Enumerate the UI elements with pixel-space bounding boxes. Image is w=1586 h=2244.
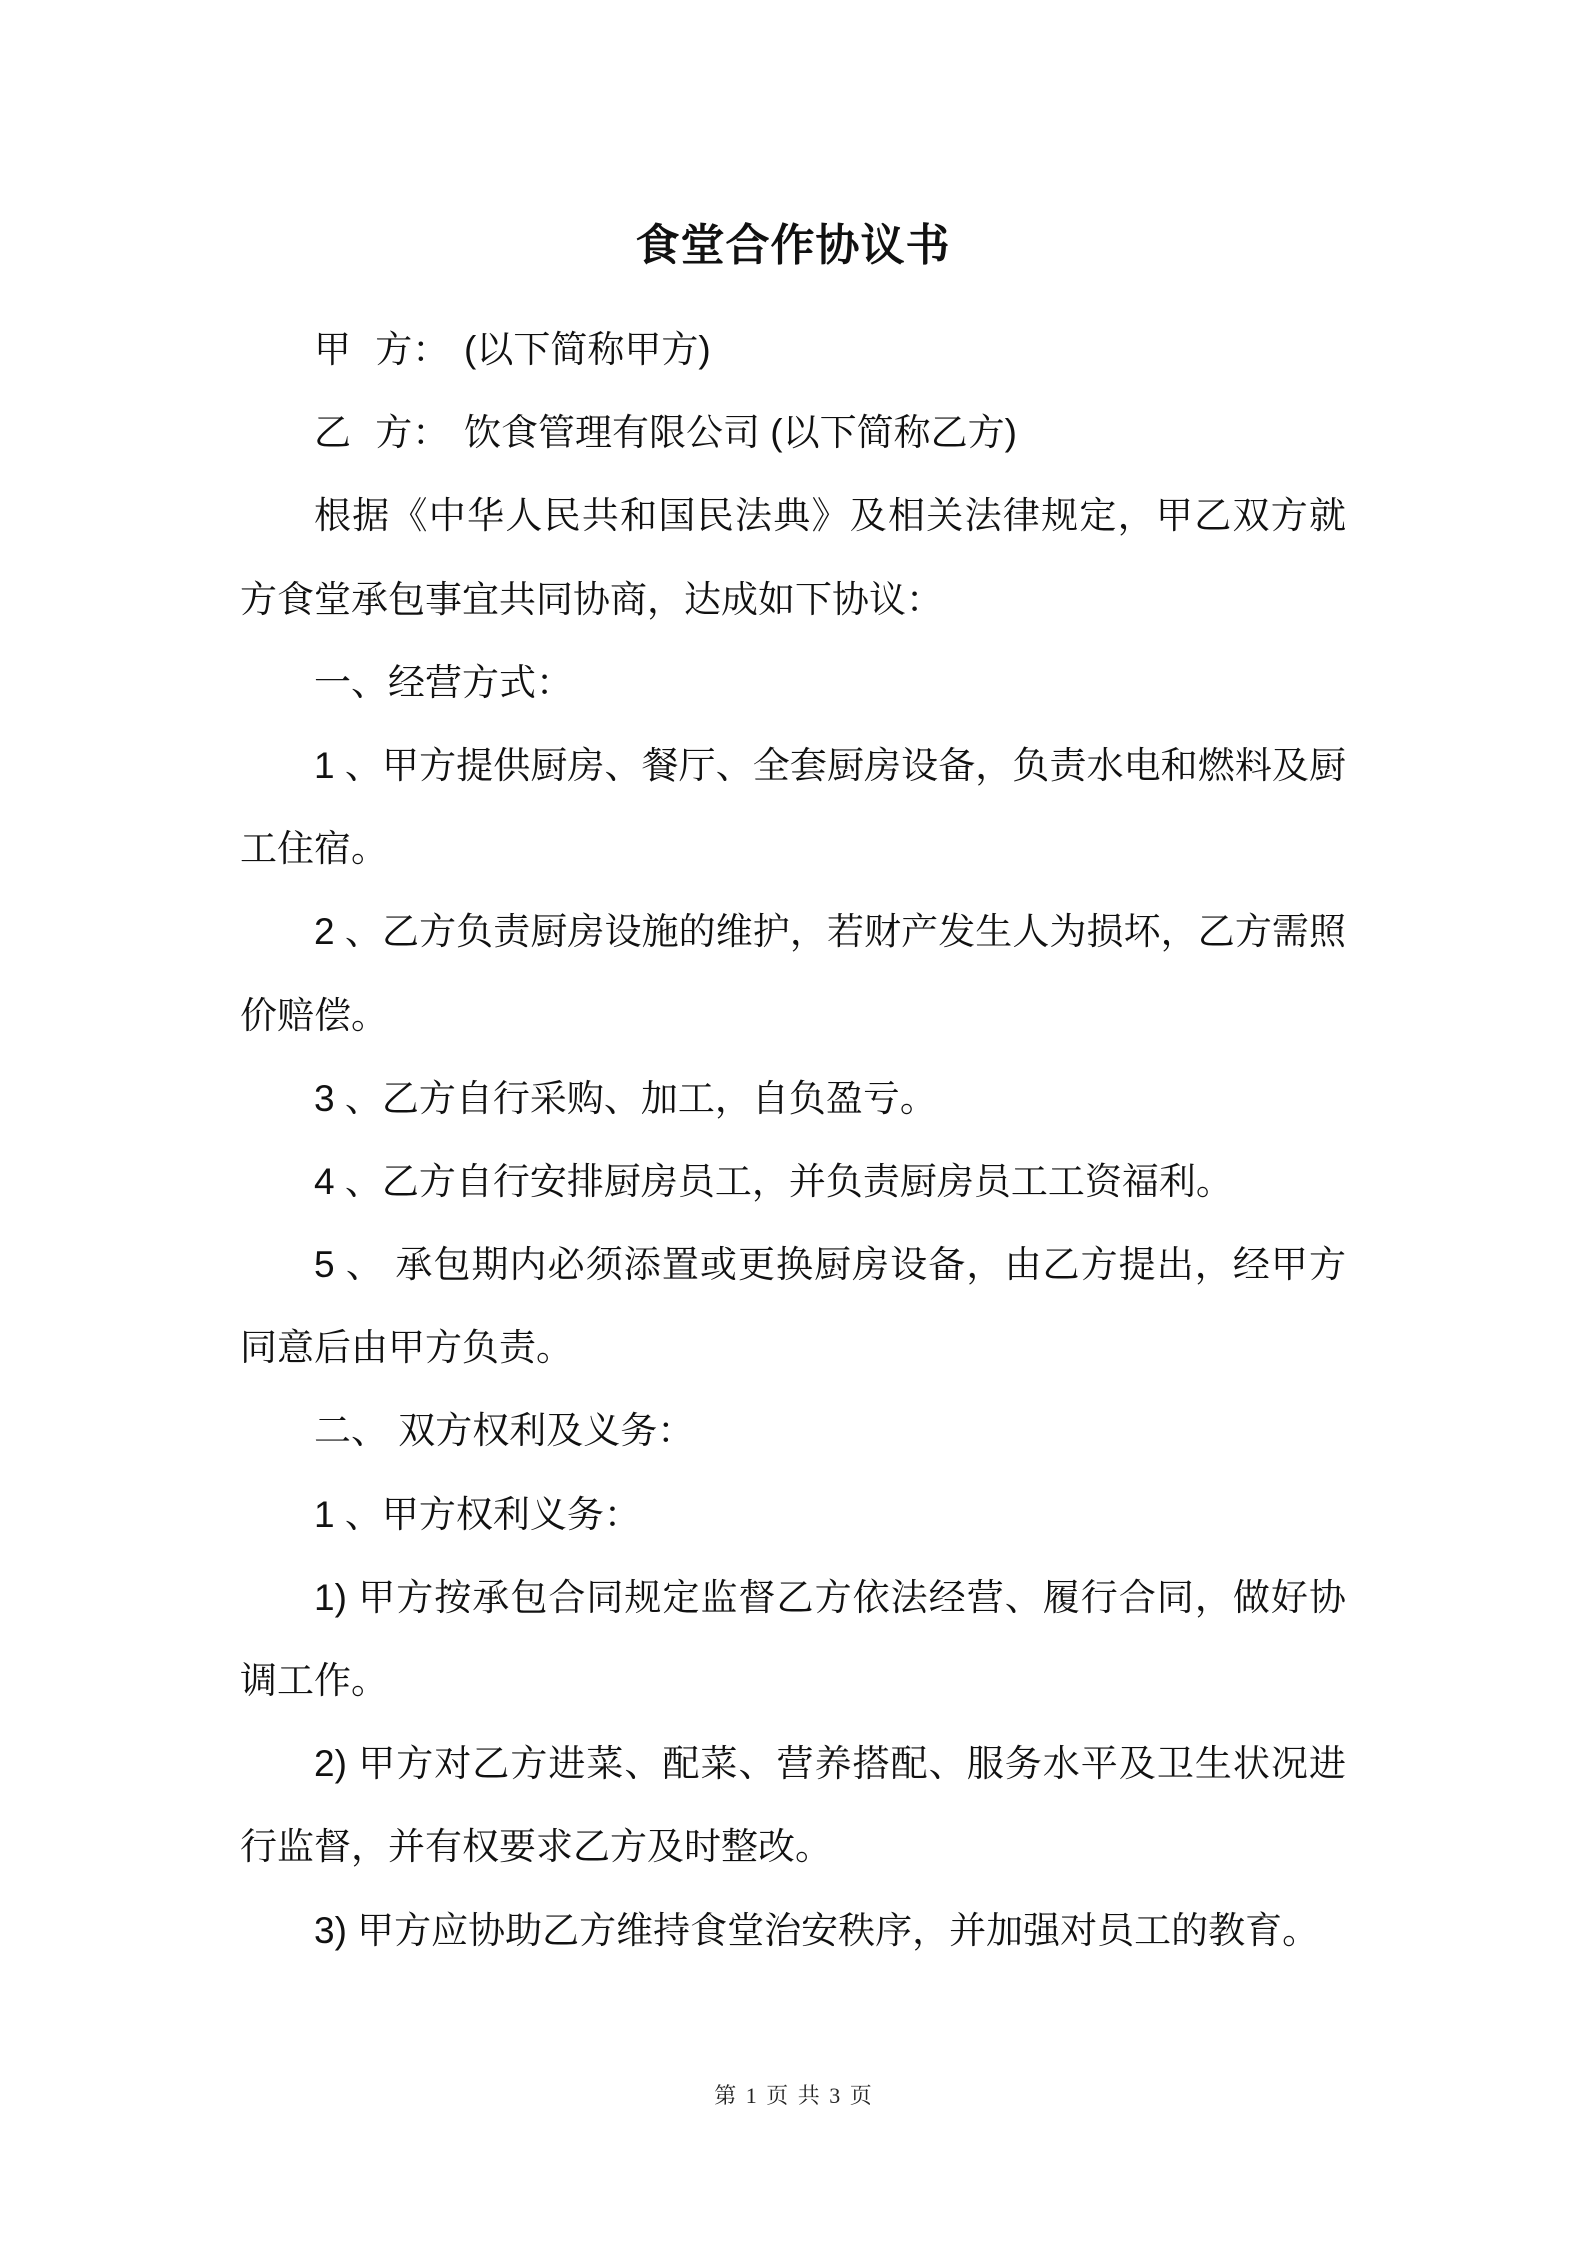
page-number-footer: 第 1 页 共 3 页 [714, 2083, 872, 2108]
party-value: (以下简称甲方) [464, 329, 711, 370]
paragraph-line: 2) 甲方对乙方进菜、配菜、营养搭配、服务水平及卫生状况进 [314, 1743, 1346, 1785]
paragraph-line: 3) 甲方应协助乙方维持食堂治安秩序，并加强对员工的教育。 [314, 1909, 1320, 1951]
party-label: 甲 方： [314, 329, 450, 370]
party-label: 乙 方： [314, 412, 450, 454]
paragraph-line: 工住宿。 [240, 828, 388, 870]
paragraph-line: 同意后由甲方负责。 [240, 1327, 573, 1369]
paragraph-line: 方食堂承包事宜共同协商，达成如下协议： [240, 578, 943, 620]
paragraph-line: 行监督，并有权要求乙方及时整改。 [240, 1826, 832, 1868]
section-heading: 一、经营方式： [314, 661, 573, 703]
paragraph-line: 3 、乙方自行采购、加工，自负盈亏。 [314, 1077, 937, 1119]
section-heading: 二、 双方权利及义务： [314, 1410, 695, 1452]
party-value: 饮食管理有限公司 (以下简称乙方) [464, 412, 1017, 454]
document-body [240, 308, 1346, 1972]
paragraph-line: 5 、 承包期内必须添置或更换厨房设备，由乙方提出，经甲方 [314, 1244, 1346, 1286]
paragraph-line: 4 、乙方自行安排厨房员工，并负责厨房员工工资福利。 [314, 1160, 1233, 1202]
document-title: 食堂合作协议书 [635, 221, 951, 270]
party-line-a [240, 308, 1346, 391]
paragraph-line: 调工作。 [240, 1660, 388, 1701]
subsection-heading: 1 、甲方权利义务： [314, 1493, 641, 1535]
paragraph-line: 2 、乙方负责厨房设施的维护，若财产发生人为损坏，乙方需照 [314, 911, 1346, 953]
party-line-b [240, 391, 1346, 474]
paragraph-line: 价赔偿。 [240, 994, 388, 1036]
paragraph-line: 1) 甲方按承包合同规定监督乙方依法经营、履行合同，做好协 [314, 1576, 1346, 1618]
paragraph-line: 根据《中华人民共和国民法典》及相关法律规定，甲乙双方就 [314, 495, 1346, 537]
paragraph-line: 1 、甲方提供厨房、餐厅、全套厨房设备，负责水电和燃料及厨 [314, 744, 1346, 786]
